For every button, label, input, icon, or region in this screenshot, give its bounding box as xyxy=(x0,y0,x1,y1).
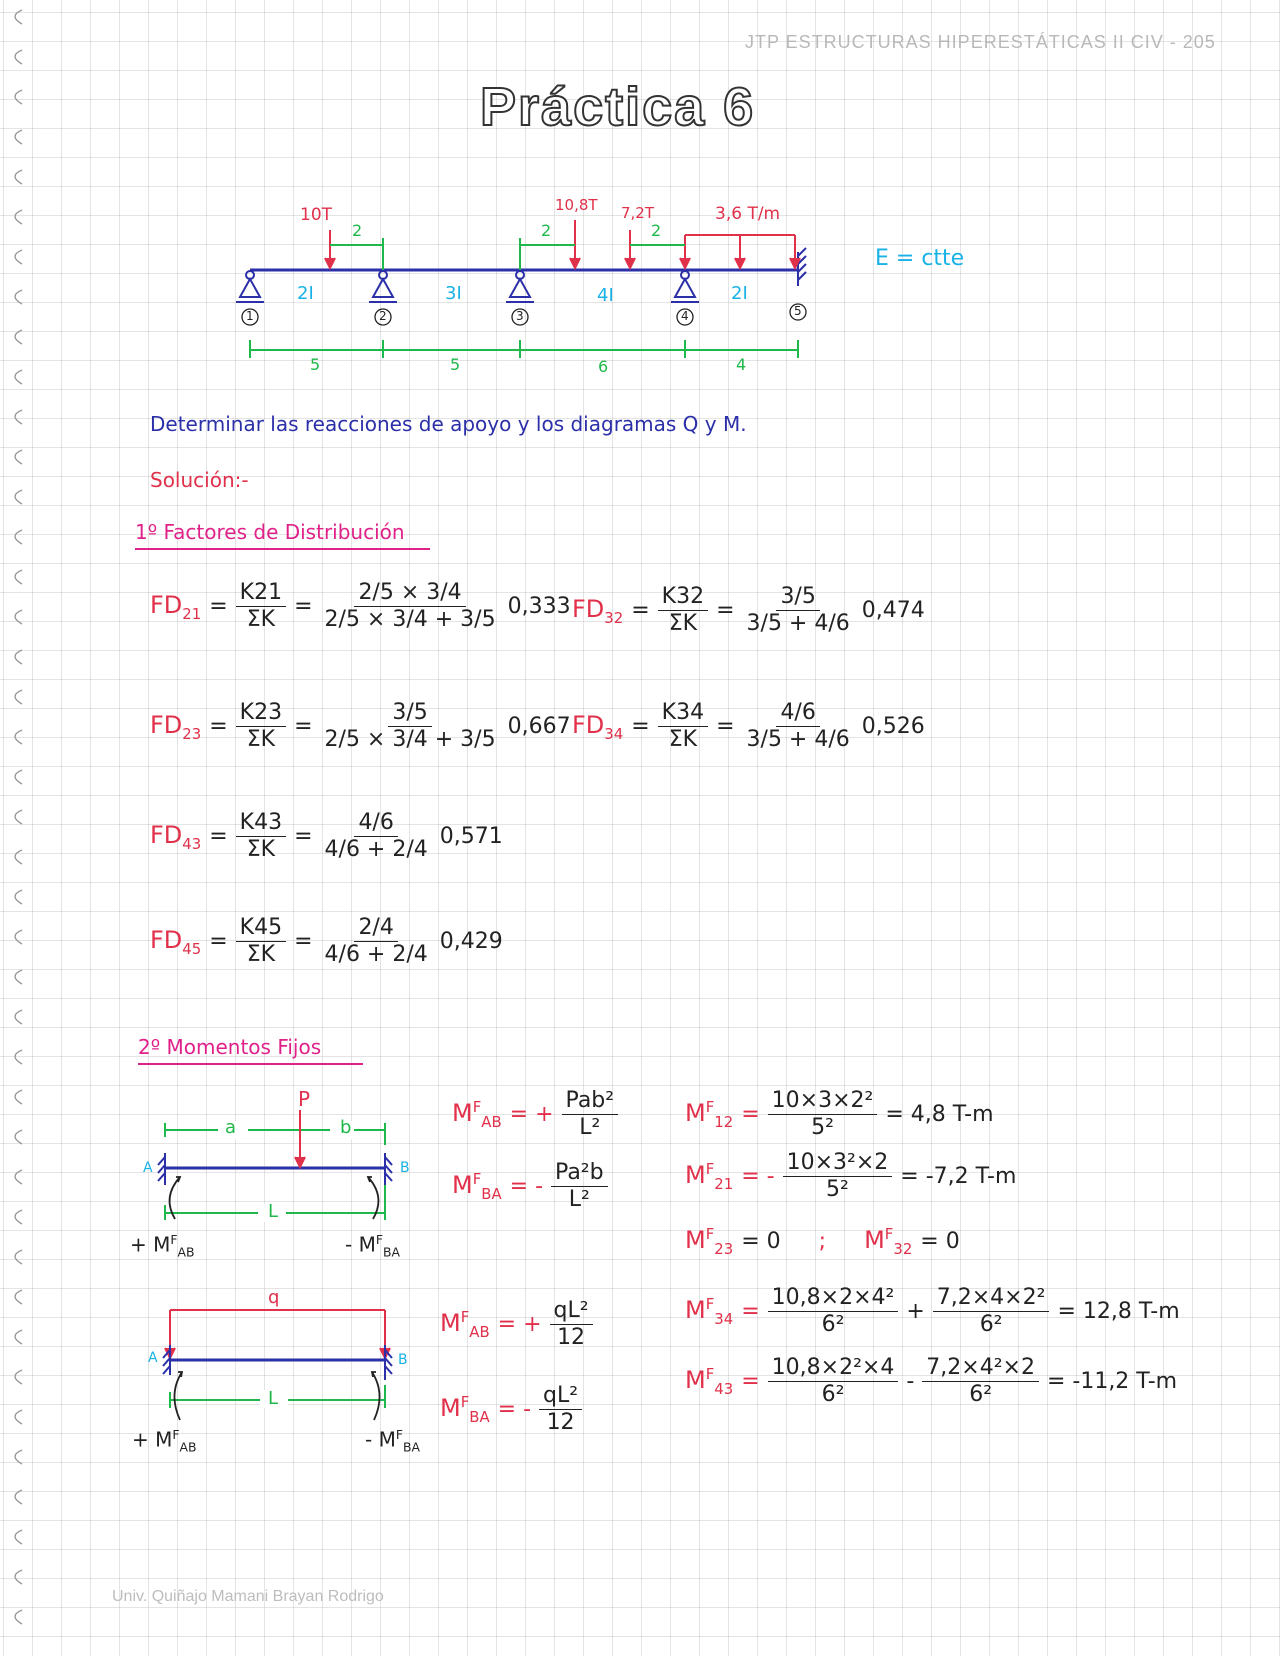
span-length-2: 5 xyxy=(450,355,461,374)
fixed-moments-zero: $M^F_{23}$ = 0 ; $M^F_{32}$ = 0 xyxy=(685,1225,960,1258)
formula-mab-distributed: $M^F_{AB}$ = + $\frac{\text{qL²}}{12}$ xyxy=(440,1298,593,1352)
fd23-equation: $FD_{23}$ = $\frac{K23}{\Sigma K}$ = $\frac{3/5}{2/5 \times 3/4 + 3/5}$ 0,667 xyxy=(150,700,571,753)
fixed-moment-12: $M^F_{12}$ = $\frac{\text{10×3×2²}}{\text{5²}}$ = 4,8 T-m xyxy=(685,1088,994,1141)
fd23-k-ratio: $\frac{K23}{\Sigma K}$ xyxy=(236,700,286,754)
inertia-span-2: 3I xyxy=(445,283,462,304)
point-load-fixed-beam-diagram xyxy=(140,1085,430,1245)
label-l-1: L xyxy=(268,1201,279,1222)
moment-ba-sign-1: - $M^F_{BA}$ xyxy=(345,1232,400,1260)
fd45-k-ratio: $\frac{K45}{\Sigma K}$ xyxy=(236,915,286,969)
moment-ab-sign-1: + $M^F_{AB}$ xyxy=(130,1232,195,1260)
fd32-k-ratio: $\frac{K32}{\Sigma K}$ xyxy=(658,584,708,638)
fixed-moment-21: $M^F_{21}$ = - $\frac{\text{10×3²×2}}{\text{5²}}$ = -7,2 T-m xyxy=(685,1150,1017,1203)
fd23-label: $FD_{23}$ xyxy=(150,710,202,743)
load-10t: 10T xyxy=(300,205,333,225)
fd21-fraction: $\frac{2/5 \times 3/4}{2/5 \times 3/4 + 3/5}$ xyxy=(324,580,496,633)
fd45-label: $FD_{45}$ xyxy=(150,925,202,958)
fixed-moment-43: $M^F_{43}$ = $\frac{\text{10,8×2²×4}}{\text{6²}}$ - $\frac{\text{7,2×4²×2}}{\text{6²}}$ = -11,2 T-m xyxy=(685,1355,1178,1408)
offset-dim-2: 2 xyxy=(541,221,552,240)
fd43-label: $FD_{43}$ xyxy=(150,820,202,853)
spiral-binding xyxy=(0,0,30,1656)
formula-mba-distributed: $M^F_{BA}$ = - $\frac{\text{qL²}}{12}$ xyxy=(440,1383,582,1437)
fd45-equation: $FD_{45}$ = $\frac{K45}{\Sigma K}$ = $\frac{2/4}{4/6 + 2/4}$ 0,429 xyxy=(150,915,503,968)
label-b: b xyxy=(340,1117,352,1138)
elastic-modulus-note: E = ctte xyxy=(875,246,965,271)
label-a-end-1: A xyxy=(143,1160,153,1176)
fixed-moment-34: $M^F_{34}$ = $\frac{\text{10,8×2×4²}}{\text{6²}}$ + $\frac{\text{7,2×4×2²}}{\text{6²}}$ = 12,8 T-m xyxy=(685,1285,1180,1338)
label-b-end-1: B xyxy=(400,1160,410,1176)
offset-dim-1: 2 xyxy=(352,221,363,240)
fd21-result: 0,333 xyxy=(507,594,571,620)
fd34-result: 0,526 xyxy=(861,714,925,740)
fd34-equation: $FD_{34}$ = $\frac{K34}{\Sigma K}$ = $\frac{4/6}{3/5 + 4/6}$ 0,526 xyxy=(572,700,925,753)
fd43-equation: $FD_{43}$ = $\frac{K43}{\Sigma K}$ = $\frac{4/6}{4/6 + 2/4}$ 0,571 xyxy=(150,810,503,863)
offset-dim-3: 2 xyxy=(651,221,662,240)
fd21-equation: $FD_{21}$ = $\frac{K21}{\Sigma K}$ = $\frac{2/5 \times 3/4}{2/5 \times 3/4 + 3/5}$ 0,333 xyxy=(150,580,571,633)
label-a-end-2: A xyxy=(148,1350,158,1366)
node-5: 5 xyxy=(794,304,802,318)
moment-ab-sign-2: + $M^F_{AB}$ xyxy=(132,1427,197,1455)
fd21-label: $FD_{21}$ xyxy=(150,590,202,623)
load-7-2t: 7,2T xyxy=(621,204,655,222)
inertia-span-1: 2I xyxy=(297,283,314,304)
label-q: q xyxy=(268,1287,280,1308)
fd43-k-ratio: $\frac{K43}{\Sigma K}$ xyxy=(236,810,286,864)
label-p: P xyxy=(298,1087,311,1111)
solution-label: Solución:- xyxy=(150,468,249,492)
load-10-8t: 10,8T xyxy=(555,196,598,214)
course-header: JTP ESTRUCTURAS HIPERESTÁTICAS II CIV - 205 xyxy=(745,32,1216,52)
fd43-fraction: $\frac{4/6}{4/6 + 2/4}$ xyxy=(324,810,428,863)
label-l-2: L xyxy=(268,1388,279,1409)
fd43-result: 0,571 xyxy=(439,824,503,850)
node-3: 3 xyxy=(516,309,524,323)
span-length-1: 5 xyxy=(310,355,321,374)
inertia-span-3: 4I xyxy=(597,285,614,306)
fd34-k-ratio: $\frac{K34}{\Sigma K}$ xyxy=(658,700,708,754)
distributed-load-3-6: 3,6 T/m xyxy=(715,204,781,224)
distributed-load-fixed-beam-diagram xyxy=(140,1290,430,1450)
label-b-end-2: B xyxy=(398,1352,408,1368)
section-fixed-moments-title: 2º Momentos Fijos xyxy=(138,1035,363,1065)
section-distribution-factors-title: 1º Factores de Distribución xyxy=(135,520,430,550)
fd32-fraction: $\frac{3/5}{3/5 + 4/6}$ xyxy=(746,584,850,637)
fd23-fraction: $\frac{3/5}{2/5 \times 3/4 + 3/5}$ xyxy=(324,700,496,753)
span-length-4: 4 xyxy=(736,355,747,374)
fd32-label: $FD_{32}$ xyxy=(572,594,624,627)
node-2: 2 xyxy=(379,309,387,323)
inertia-span-4: 2I xyxy=(731,283,748,304)
fd32-result: 0,474 xyxy=(861,598,925,624)
fd45-fraction: $\frac{2/4}{4/6 + 2/4}$ xyxy=(324,915,428,968)
fd45-result: 0,429 xyxy=(439,929,503,955)
formula-mba-point: $M^F_{BA}$ = - $\frac{\text{Pa²b}}{\text{L²}}$ xyxy=(452,1160,608,1214)
fd23-result: 0,667 xyxy=(507,714,571,740)
fd34-label: $FD_{34}$ xyxy=(572,710,624,743)
node-1: 1 xyxy=(246,309,254,323)
label-a: a xyxy=(225,1117,237,1138)
fd34-fraction: $\frac{4/6}{3/5 + 4/6}$ xyxy=(746,700,850,753)
span-length-3: 6 xyxy=(598,357,609,376)
node-4: 4 xyxy=(681,309,689,323)
problem-statement: Determinar las reacciones de apoyo y los diagramas Q y M. xyxy=(150,412,747,436)
author-signature: Univ. Quiñajo Mamani Brayan Rodrigo xyxy=(112,1588,384,1605)
fd21-k-ratio: $\frac{K21}{\Sigma K}$ xyxy=(236,580,286,634)
fd32-equation: $FD_{32}$ = $\frac{K32}{\Sigma K}$ = $\frac{3/5}{3/5 + 4/6}$ 0,474 xyxy=(572,584,925,637)
page-title: Práctica 6 xyxy=(480,77,756,137)
formula-mab-point: $M^F_{AB}$ = + $\frac{\text{Pab²}}{\text{L²}}$ xyxy=(452,1088,618,1142)
moment-ba-sign-2: - $M^F_{BA}$ xyxy=(365,1427,420,1455)
